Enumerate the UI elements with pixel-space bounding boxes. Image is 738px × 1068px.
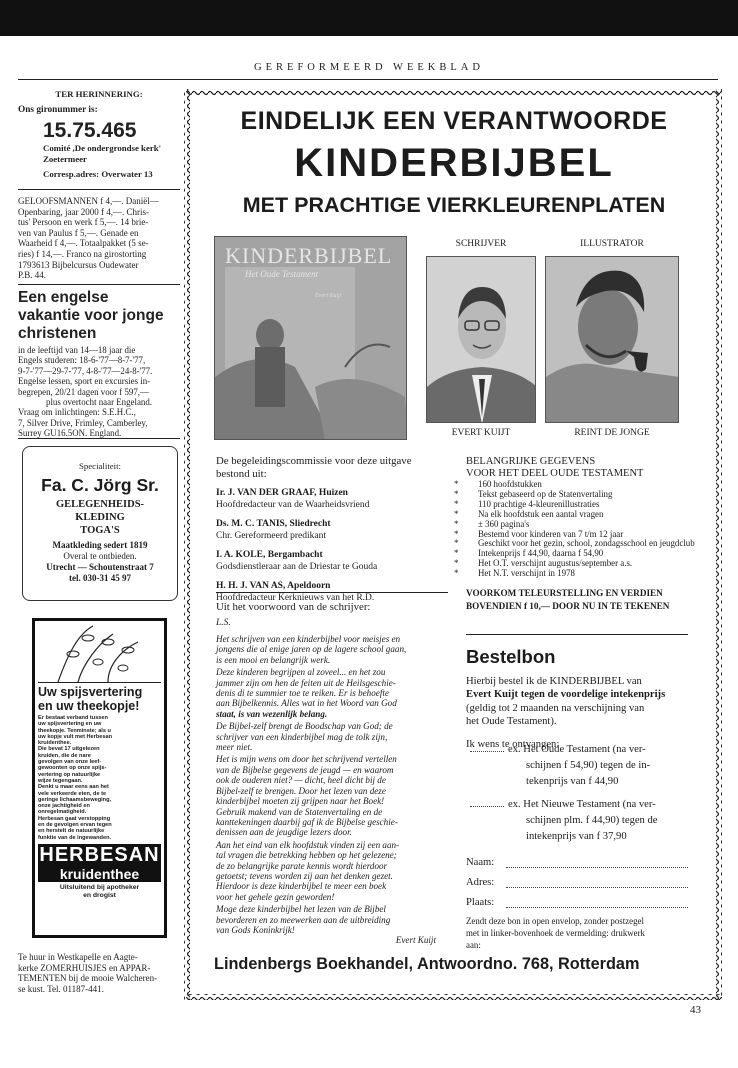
preface-line: getoetst; tevens worden zij aan het denken gezet.	[216, 870, 393, 881]
writer-name: EVERT KUIJT	[451, 428, 511, 438]
fact-item: 160 hoofdstukken	[478, 479, 542, 489]
ad-title-line1: EINDELIJK EEN VERANTWOORDE	[240, 107, 668, 135]
order-option-nt[interactable]	[466, 797, 688, 845]
bookshop-footer: Lindenbergs Boekhandel, Antwoordno. 768, Rotterdam	[214, 955, 640, 973]
herbesan-line: funktie van de ingewanden.	[38, 834, 112, 841]
ad-rule	[216, 592, 448, 593]
jorg-label: Specialiteit:	[78, 461, 122, 471]
herbesan-line: theekopje. Tenminste; als u	[38, 727, 111, 734]
preface-section	[216, 601, 448, 946]
bestelbon-text	[466, 675, 688, 751]
facts-list: * 160 hoofdstukken * Tekst gebaseerd op de Statenvertaling * 110 prachtige 4-kleurenillustraties * Na elk hoofdstuk een aantal vragen * ± 360 pagina's * Bestemd voor kinderen van 7 t/m 12 jaar * Geschikt voor het gezin, school, zondagsschool en jeugdclub * Intekenprijs f 44,90, daarna f 54,90 * Het O.T. verschijnt augustus/september a.s. * Het N.T. verschijnt in 1978	[454, 479, 695, 579]
preface-line: Bijbel-zelf te brengen. Door het lezen van deze	[216, 785, 386, 796]
commission-member-role: Hoofdredacteur Kerknieuws van het R.D.	[216, 592, 375, 603]
vakantie-line: 7, Silver Drive, Frimley, Camberley,	[18, 417, 148, 428]
illustrator-portrait-icon	[546, 257, 679, 423]
herbesan-line: onregelmatigheid.	[38, 809, 87, 816]
geloofsmannen-line: P.B. 44.	[18, 270, 47, 281]
page-number: 43	[690, 1004, 701, 1016]
illustrator-photo	[545, 256, 679, 423]
herbesan-line: Er bestaat verband tussen	[38, 715, 108, 721]
preface-title: Uit het voorwoord van de schrijver:	[216, 601, 371, 613]
preface-line: De Bijbel-zelf brengt de Boodschap van God; de	[216, 721, 393, 732]
bestel-line: Hierbij bestel ik de KINDERBIJBEL van	[466, 676, 642, 687]
order-line: tekenprijs van f 44,90	[526, 776, 619, 787]
book-cover-author: Evert Kuijt	[315, 293, 342, 299]
facts-title: VOOR HET DEEL OUDE TESTAMENT	[466, 467, 644, 479]
preface-line: Het is mijn wens om door het schrijvend vertellen	[216, 754, 397, 765]
geloofsmannen-line: tus' Persoon en werk f 5,—. 14 brie-	[18, 217, 149, 228]
herbesan-line: Die bevat 17 uitgelezen	[38, 746, 100, 753]
commission-member-name: H. H. J. VAN AS, Apeldoorn	[216, 581, 331, 591]
illustrator-label: ILLUSTRATOR	[580, 239, 644, 249]
plaats-label: Plaats:	[466, 897, 495, 908]
herbesan-headline: Uw spijsvertering	[38, 682, 161, 699]
jorg-line: TOGA'S	[80, 525, 120, 536]
writer-portrait-icon	[427, 257, 536, 423]
naam-input[interactable]	[506, 853, 688, 868]
order-line: ex. Het Nieuwe Testament (na ver-	[508, 799, 656, 810]
preface-line: van de Bijbelse gegevens de jeugd — en waarom	[216, 764, 394, 775]
herbesan-line: gevolgen van onze leef-	[38, 759, 102, 766]
herbesan-line: vele verkeerde eten, de te	[38, 790, 107, 797]
vakantie-line: Engelse lessen, sport en excursies in-	[18, 376, 151, 387]
order-line: schijnen plm. f 44,90) tegen de	[526, 815, 658, 826]
fact-item: 110 prachtige 4-kleurenillustraties	[478, 498, 600, 509]
preface-line: ook de ouderen niet? — dicht, heel dicht bij de	[216, 775, 386, 786]
zomer-line: TEMENTEN bij de mooie Walcheren-	[18, 973, 158, 984]
preface-line: van Gods Koninkrijk!	[216, 924, 295, 935]
geloofsmannen-line: 1793613 Bijbelcursus Oudewater	[18, 259, 139, 270]
fact-item: Intekenprijs f 44,90, daarna f 54,90	[478, 548, 604, 559]
writer-photo	[426, 256, 536, 423]
order-line: intekenprijs van f 37,90	[526, 831, 627, 842]
preface-line: denissen aan de jeugdige lezers door.	[216, 827, 352, 838]
fact-item: Het O.T. verschijnt augustus/september a.s.	[478, 558, 633, 569]
adres-input[interactable]	[506, 873, 688, 888]
preface-line: jongens die al enige jaren op de lagere school gaan,	[216, 644, 407, 655]
order-line: ex. Het Oude Testament (na ver-	[508, 744, 646, 755]
preface-line: kinderbijbel moeten zij grijpen naar het Boek!	[216, 796, 385, 807]
jorg-name: Fa. C. Jörg Sr.	[41, 475, 159, 495]
preface-line: schrijver van een kinderbijbel mag de tolk zijn,	[216, 731, 388, 742]
herbesan-line: en de gevolgen ervan tegen	[38, 822, 112, 829]
corresp-address: Corresp.adres: Overwater 13	[43, 169, 153, 179]
vakantie-line: Surrey GU16.5ON. England.	[18, 428, 122, 439]
jorg-line: Utrecht — Schoutenstraat 7	[46, 562, 154, 572]
preface-line: meer niet.	[216, 742, 253, 753]
giro-city: Zoetermeer	[43, 154, 87, 164]
preface-line: denis di te summier toe te reiken. Er is behoefte	[216, 688, 389, 699]
preface-signature: Evert Kuijt	[395, 935, 436, 946]
ad-title-line3: MET PRACHTIGE VIERKLEURENPLATEN	[242, 193, 666, 217]
preface-text	[216, 634, 448, 946]
herbesan-line: uw kopje vult met Herbesan	[38, 733, 112, 740]
fact-item: Na elk hoofdstuk een aantal vragen	[478, 508, 604, 519]
illustrator-name: REINT DE JONGE	[574, 428, 650, 438]
herbesan-line: Herbesan gaat verstopping	[38, 815, 111, 822]
preface-line: jammer zijn om hen de feiten uit de Heilsgeschie-	[216, 677, 396, 688]
bestel-line: het Oude Testament).	[466, 716, 557, 728]
fact-item: Geschikt voor het gezin, school, zondagsschool en jeugdclub	[478, 538, 695, 549]
geloofsmannen-line: Openbaring, jaar 2000 f 4,—. Chris-	[18, 206, 149, 217]
vakantie-line: 9-7-'77—29-7-'77, 4-8-'77—24-8-'77.	[18, 365, 153, 376]
herbesan-sub: kruidenthee	[38, 866, 161, 882]
commission-member-role: Hoofdredacteur van de Waarheidsvriend	[216, 499, 370, 510]
herbesan-line: kruidenthee.	[38, 740, 72, 747]
geloofsmannen-line: ries) f 14,—. Franco na girostorting	[18, 248, 147, 259]
zomer-line: kerke ZOMERHUISJES en APPAR-	[18, 962, 151, 973]
ad-rule	[466, 634, 688, 635]
jorg-line: Maatkleding sedert 1819	[52, 540, 148, 550]
herbesan-headline: en uw theekopje!	[38, 699, 140, 713]
vakantie-line: Engels studeren: 18-6-'77—8-7-'77,	[18, 355, 146, 366]
naam-row	[466, 853, 688, 873]
herbesan-line: geringe lichaamsbeweging,	[38, 796, 112, 803]
geloofsmannen-line: Waarheid f 4,—. Totaalpakket (5 se-	[18, 238, 149, 249]
giro-number: 15.75.465	[43, 119, 137, 142]
facts-title: BELANGRIJKE GEGEVENS	[466, 456, 596, 467]
commission-intro: De begeleidingscommissie voor deze uitgave	[216, 455, 412, 467]
address-fields	[466, 853, 688, 913]
book-cover-subtitle: Het Oude Testament	[245, 269, 319, 279]
commission-member-role: Chr. Gereformeerd predikant	[216, 530, 326, 541]
writer-label: SCHRIJVER	[455, 239, 507, 249]
bestel-line: Evert Kuijt tegen de voordelige intekenprijs	[466, 689, 666, 701]
preface-line: aan Bijbelkennis. Alles wat in het Woord van God	[216, 698, 397, 709]
order-quantity-field[interactable]	[470, 806, 504, 807]
commission-member-role: Godsdienstleraar aan de Driestar te Gouda	[216, 561, 378, 572]
receive-label: Ik wens te ontvangen:	[466, 738, 560, 750]
preface-line: bevorderen en zo meewerken aan de uitbreiding	[216, 914, 391, 925]
page-header: GEREFORMEERD WEEKBLAD	[254, 62, 484, 73]
preface-line: is een mooi en belangrijk werk.	[216, 654, 331, 665]
preface-line: Hierdoor is deze kinderbijbel te meer een boek	[216, 881, 387, 892]
zomer-line: Te huur in Westkapelle en Aagte-	[18, 952, 138, 962]
herbesan-line: Denkt u maar eens aan het	[38, 784, 109, 791]
preface-line: Deze kinderen begrijpen al zoveel... en het zou	[216, 667, 386, 678]
send-note-line: aan:	[466, 940, 481, 950]
fact-item: Tekst gebaseerd op de Statenvertaling	[478, 488, 613, 499]
vakantie-line: begrepen, 20/21 dagen voor f 597,—	[18, 386, 149, 397]
commission-member-name: I. A. KOLE, Bergambacht	[216, 550, 323, 560]
herbesan-brand: HERBESAN	[39, 843, 160, 866]
herbesan-line: gewoonten op onze spijs-	[38, 765, 107, 772]
commission-member-name: Ds. M. C. TANIS, Sliedrecht	[216, 519, 331, 529]
preface-line: voor het gehele gezin geworden!	[216, 891, 335, 902]
preface-line: Aan het eind van elk hoofdstuk vinden zij een aan-	[216, 839, 400, 850]
giro-label: Ons gironummer is:	[18, 105, 98, 115]
jorg-line: Overal te ontbieden.	[63, 551, 137, 561]
herbesan-line: wijze tegengaan.	[38, 777, 83, 784]
order-option-ot[interactable]	[466, 742, 688, 790]
jorg-line: KLEDING	[75, 512, 125, 523]
send-note	[466, 915, 688, 951]
plaats-input[interactable]	[506, 893, 688, 908]
jorg-line: GELEGENHEIDS-	[55, 499, 145, 510]
geloofsmannen-line: ven van Paulus f 5,—. Genade en	[18, 227, 139, 238]
commission-member-name: Ir. J. VAN DER GRAAF, Huizen	[216, 488, 348, 498]
bestelbon-title: Bestelbon	[466, 646, 556, 667]
book-cover-image	[214, 236, 407, 440]
giro-comite: Comité ,De ondergrondse kerk'	[43, 143, 162, 153]
preface-salutation: L.S.	[216, 618, 231, 628]
naam-label: Naam:	[466, 857, 495, 868]
vakantie-line: plus overtocht naar Engeland.	[46, 397, 152, 408]
zomer-line: se kust. Tel. 01187-441.	[18, 983, 104, 994]
bestel-line: (geldig tot 2 maanden na verschijning van	[466, 702, 645, 714]
vakantie-title: vakantie voor jonge	[18, 307, 164, 324]
commission-section	[216, 455, 448, 604]
preface-line: staat, is van wezenlijk belang.	[216, 708, 328, 719]
preface-line: tal vragen die betrekking hebben op het gelezene;	[216, 850, 397, 861]
geloofsmannen-line: GELOOFSMANNEN f 4,—. Daniël—	[18, 196, 159, 206]
book-cover-title: KINDERBIJBEL	[225, 243, 393, 268]
fact-item: Bestemd voor kinderen van 7 t/m 12 jaar	[478, 528, 624, 539]
subscribe-warning: BOVENDIEN f 10,— DOOR NU IN TE TEKENEN	[466, 601, 670, 612]
jorg-line: tel. 030-31 45 97	[69, 573, 131, 583]
fact-item: Het N.T. verschijnt in 1978	[478, 568, 575, 579]
herbesan-line: onze jachtigheid en	[38, 803, 90, 810]
ad-title-kinderbijbel: KINDERBIJBEL	[294, 141, 614, 185]
herbesan-footer: Uitsluitend bij apotheker	[59, 883, 140, 891]
preface-line: kanttekeningen daarbij gaf ik de Bijbelse geschie-	[216, 816, 398, 827]
herbesan-line: vertering op natuurlijke	[38, 771, 101, 778]
herbesan-line: kruiden, die de nare	[38, 752, 91, 759]
subscribe-warning: VOORKOM TELEURSTELLING EN VERDIEN	[466, 588, 663, 599]
send-note-line: met in linker-bovenhoek de vermelding: drukwerk	[466, 928, 645, 938]
herbesan-footer: en drogist	[83, 891, 116, 899]
plaats-row	[466, 893, 688, 913]
adres-label: Adres:	[466, 877, 495, 888]
order-line: schijnen f 54,90) tegen de in-	[526, 760, 651, 771]
preface-line: de zo belangrijke parate kennis wordt hierdoor	[216, 860, 388, 871]
adres-row	[466, 873, 688, 893]
preface-line: Gebruik makend van de Statenvertaling en de	[216, 806, 383, 817]
commission-intro: bestond uit:	[216, 467, 267, 480]
herbesan-line: en herstelt de natuurlijke	[38, 828, 105, 835]
fact-item: ± 360 pagina's	[478, 518, 530, 529]
vakantie-title: christenen	[18, 325, 97, 342]
herbesan-line: uw spijsvertering en uw	[38, 721, 102, 728]
vakantie-line: Vraag om inlichtingen: S.E.H.C.,	[18, 407, 136, 418]
reminder-title: TER HERINNERING:	[55, 89, 143, 99]
facts-section	[454, 456, 706, 613]
preface-line: Het schrijven van een kinderbijbel voor meisjes en	[216, 634, 401, 644]
order-quantity-field[interactable]	[470, 751, 504, 752]
send-note-line: Zendt deze bon in open envelop, zonder postzegel	[466, 916, 644, 926]
vakantie-title: Een engelse	[18, 289, 109, 306]
vakantie-line: in de leeftijd van 14—18 jaar die	[18, 345, 136, 355]
preface-line: Moge deze kinderbijbel het lezen van de Bijbel	[216, 904, 386, 915]
